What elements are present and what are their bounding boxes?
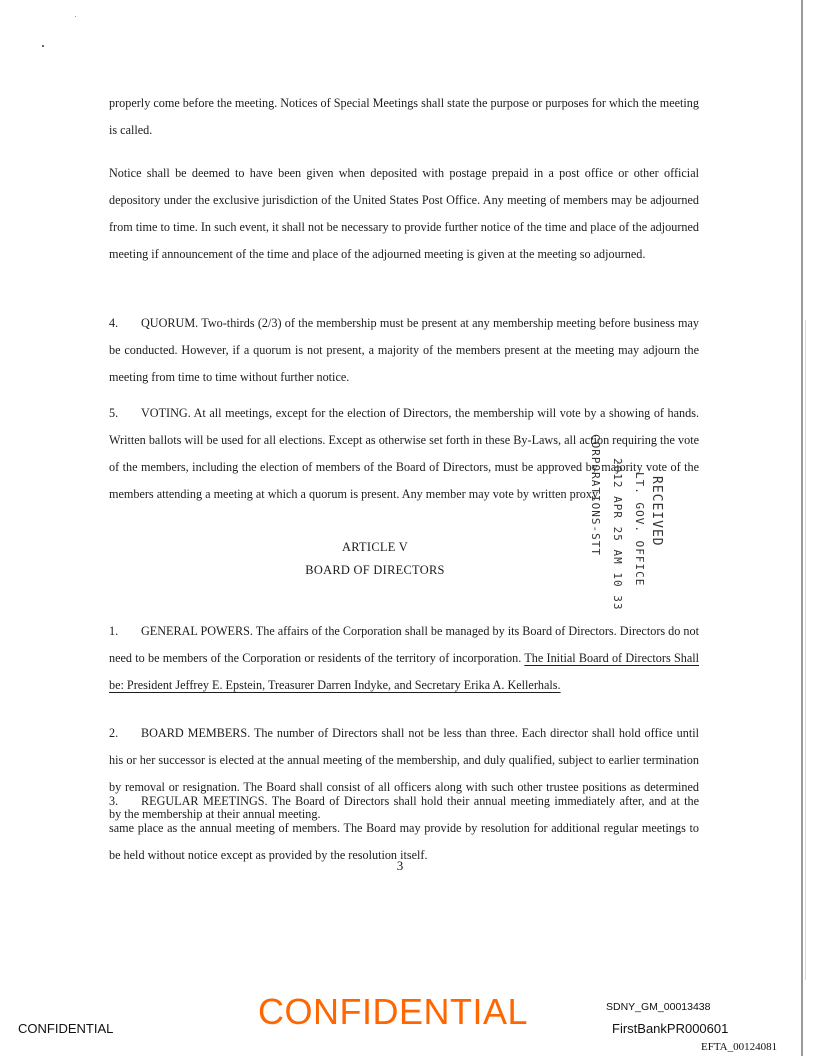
confidential-label: CONFIDENTIAL xyxy=(18,1021,114,1036)
stamp-datetime: 2012 APR 25 AM 10 33 xyxy=(611,458,624,611)
paragraph-notice xyxy=(109,160,699,268)
scan-speck xyxy=(42,45,44,47)
bates-number-sdny: SDNY_GM_00013438 xyxy=(606,1001,711,1013)
section-number: 5. xyxy=(109,406,119,420)
stamp-division: CORPORATIONS-STT xyxy=(589,434,602,556)
page-edge-shadow xyxy=(805,320,806,980)
section-number: 4. xyxy=(109,316,119,330)
section-number: 3. xyxy=(109,794,119,808)
stamp-office: LT. GOV. OFFICE xyxy=(633,472,646,587)
initial-board-underlined: The Initial Board of Directors Shall be: President Jeffrey E. Epstein, Treasurer Darren Indyke, and Secretary Erika A. Kellerhals. xyxy=(109,651,700,692)
section-general-powers xyxy=(109,618,699,699)
section-number: 1. xyxy=(109,624,119,638)
section-general-powers-text: GENERAL POWERS. The affairs of the Corporation shall be managed by its Board of Directors. Directors do not need to be members of the Corporation or residents of the territory of incorporation. xyxy=(109,624,699,665)
scan-speck xyxy=(75,16,76,17)
confidential-stamp: CONFIDENTIAL xyxy=(258,991,529,1032)
section-number: 2. xyxy=(109,726,119,740)
section-quorum xyxy=(109,310,699,391)
paragraph-intro-text: properly come before the meeting. Notices of Special Meetings shall state the purpose or purposes for which the meeting is called. xyxy=(109,96,699,137)
stamp-received: RECEIVED xyxy=(649,476,664,547)
efta-number: EFTA_00124081 xyxy=(701,1041,778,1053)
section-regular-meetings-text: REGULAR MEETINGS. The Board of Directors shall hold their annual meeting immediately after, and at the same place as the annual meeting of members. The Board may provide by resolution for additional regular meetings to be held without notice except as provided by the resolution itself. xyxy=(109,794,699,862)
paragraph-intro xyxy=(109,90,699,144)
page-number: 3 xyxy=(396,858,404,873)
article-heading xyxy=(250,536,500,582)
section-voting-text: VOTING. At all meetings, except for the election of Directors, the membership will vote by a showing of hands. Written ballots will be used for all elections. Except as otherwise set forth in these By-Laws, all action requiring the vote of the members, including the election of members of the Board of Directors, must be approved by majority vote of the members attending a meeting at which a quorum is present. Any member may vote by written proxy xyxy=(109,406,699,501)
section-board-members-text: BOARD MEMBERS. The number of Directors shall not be less than three. Each director shall hold office until his or her successor is elected at the annual meeting of the membership, and duly qualified, subject to earlier termination by removal or resignation. The Board shall consist of all officers along with such other trustee positions as determined by the membership at their annual meeting. xyxy=(109,726,699,821)
received-stamp xyxy=(552,434,692,611)
article-title: BOARD OF DIRECTORS xyxy=(305,563,445,577)
article-number: ARTICLE V xyxy=(341,540,409,554)
section-quorum-text: QUORUM. Two-thirds (2/3) of the membership must be present at any membership meeting before business may be conducted. However, if a quorum is not present, a majority of the members present at the meeting may adjourn the meeting from time to time without further notice. xyxy=(109,316,699,384)
bates-number-firstbank: FirstBankPR000601 xyxy=(612,1021,729,1036)
section-regular-meetings xyxy=(109,788,699,869)
page-edge xyxy=(801,0,803,1056)
paragraph-notice-text: Notice shall be deemed to have been given when deposited with postage prepaid in a post office or other official depository under the exclusive jurisdiction of the United States Post Office. Any meeting of members may be adjourned from time to time. In such event, it shall not be necessary to provide further notice of the time and place of the adjourned meeting if announcement of the time and place of the adjourned meeting is given at the meeting so adjourned. xyxy=(109,166,699,261)
